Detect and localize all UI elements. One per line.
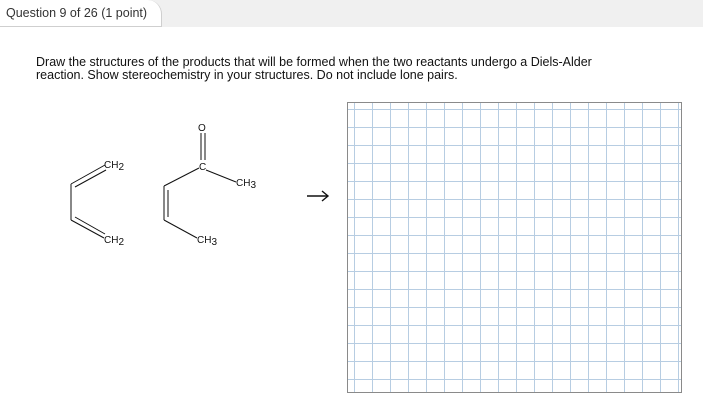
carbonyl-alkene-bond	[164, 168, 199, 186]
diene-top-ch2-label: CH2	[104, 160, 125, 173]
prompt-line-1: Draw the structures of the products that will be formed when the two reactants undergo a Diels-Alder	[36, 55, 592, 69]
question-prompt	[36, 56, 676, 82]
alkene-methyl-bond	[164, 220, 197, 238]
ketone-methyl-bond	[206, 170, 236, 182]
carbonyl-oxygen-label: O	[198, 123, 206, 134]
prompt-line-2: reaction. Show stereochemistry in your structures. Do not include lone pairs.	[36, 68, 458, 82]
alkene-ch3-label: CH3	[197, 235, 218, 248]
question-tab	[0, 0, 162, 27]
drawing-canvas[interactable]	[347, 102, 682, 393]
diene-molecule	[71, 160, 124, 248]
carbonyl-carbon-label: C	[199, 162, 207, 173]
diene-bond-bottom	[71, 220, 104, 238]
diene-bond-bottom-double	[75, 217, 105, 234]
question-number-label: Question 9 of 26 (1 point)	[6, 6, 148, 20]
right-arrow-icon	[305, 185, 335, 205]
reactants-structure	[60, 110, 260, 260]
dienophile-molecule	[164, 123, 256, 248]
diene-bottom-ch2-label: CH2	[104, 235, 125, 248]
ketone-ch3-label: CH3	[236, 178, 257, 191]
diene-bond-top	[71, 165, 105, 184]
